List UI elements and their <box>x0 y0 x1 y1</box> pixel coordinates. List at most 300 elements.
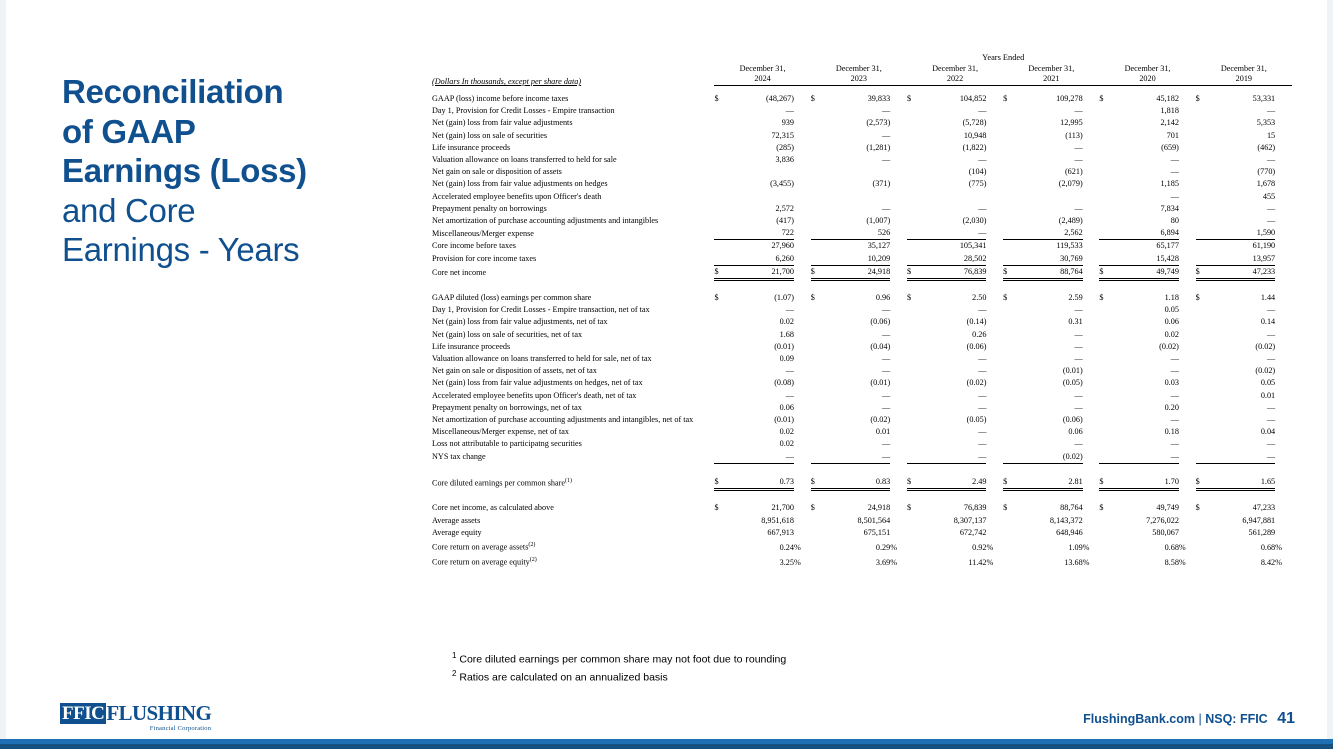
row-currency-symbol: $ <box>714 265 729 279</box>
row-value: 8,307,137 <box>953 515 987 525</box>
row-currency-symbol: $ <box>1099 265 1114 279</box>
financial-table <box>432 52 1292 569</box>
row-percent-symbol <box>986 353 1003 365</box>
row-value: 580,067 <box>1152 527 1179 537</box>
row-label: Net gain on sale or disposition of assets, net of tax <box>432 366 597 376</box>
row-currency-symbol <box>1196 527 1211 539</box>
row-currency-symbol <box>811 390 826 402</box>
row-currency-symbol <box>811 191 826 203</box>
row-percent-symbol <box>1179 215 1196 227</box>
row-percent-symbol <box>986 265 1003 279</box>
row-currency-symbol <box>1099 365 1114 377</box>
table-row <box>432 527 1292 539</box>
table-row <box>432 554 1292 569</box>
row-percent-symbol <box>794 451 811 464</box>
table-row <box>432 215 1292 227</box>
row-percent-symbol <box>794 130 811 142</box>
row-value: — <box>978 402 987 412</box>
row-currency-symbol <box>714 227 729 240</box>
row-value: — <box>1074 354 1083 364</box>
row-value: — <box>882 305 891 315</box>
row-currency-symbol <box>907 117 922 129</box>
row-value: (770) <box>1257 167 1276 177</box>
row-percent-symbol <box>986 377 1003 389</box>
row-currency-symbol <box>714 365 729 377</box>
row-label: Net amortization of purchase accounting adjustments and intangibles, net of tax <box>432 415 694 425</box>
row-value: — <box>825 451 890 464</box>
row-percent-symbol <box>1179 451 1196 464</box>
row-currency-symbol <box>1196 341 1211 353</box>
row-value: — <box>1074 390 1083 400</box>
row-currency-symbol <box>714 341 729 353</box>
row-label: Loss not attributable to participatng securities <box>432 439 582 449</box>
row-value: 0.96 <box>875 293 891 303</box>
row-currency-symbol <box>811 240 826 253</box>
row-currency-symbol <box>1099 329 1114 341</box>
row-percent-symbol <box>1275 240 1292 253</box>
row-currency-symbol <box>1099 554 1114 569</box>
row-currency-symbol <box>1099 316 1114 328</box>
row-percent-symbol: % <box>1082 542 1090 552</box>
row-percent-symbol <box>794 390 811 402</box>
row-percent-symbol <box>1275 426 1292 438</box>
row-value: 0.01 <box>1260 390 1276 400</box>
row-value: 6,894 <box>1114 227 1179 240</box>
bottom-accent-bar-inner <box>0 744 1333 749</box>
row-currency-symbol <box>811 154 826 166</box>
row-currency-symbol <box>811 215 826 227</box>
table-spacer-row <box>432 86 1292 93</box>
row-value: 0.06 <box>1068 427 1083 437</box>
row-currency-symbol: $ <box>1099 293 1104 303</box>
row-value: — <box>978 203 987 213</box>
row-value: 47,233 <box>1210 265 1275 279</box>
row-value: 7,276,022 <box>1146 515 1179 525</box>
row-currency-symbol <box>1196 390 1211 402</box>
slide-footer <box>1083 710 1295 728</box>
row-label-superscript: (2) <box>528 541 536 548</box>
row-percent-symbol <box>1083 438 1100 450</box>
row-percent-symbol <box>794 515 811 527</box>
table-row <box>432 178 1292 190</box>
row-percent-symbol <box>794 227 811 240</box>
row-percent-symbol <box>1083 166 1100 178</box>
column-header-2023: December 31, 2023 <box>811 64 907 86</box>
row-percent-symbol <box>890 329 907 341</box>
row-currency-symbol <box>1196 539 1211 554</box>
table-row <box>432 426 1292 438</box>
row-value: 3.25 <box>779 557 794 567</box>
row-value: — <box>785 106 794 116</box>
row-value: 8,143,372 <box>1049 515 1083 525</box>
row-percent-symbol <box>1275 191 1292 203</box>
row-value: (775) <box>968 179 987 189</box>
row-percent-symbol <box>1275 316 1292 328</box>
row-value: 80 <box>1170 216 1179 226</box>
row-percent-symbol <box>1275 227 1292 240</box>
row-percent-symbol <box>1275 515 1292 527</box>
row-currency-symbol <box>714 178 729 190</box>
row-currency-symbol <box>907 402 922 414</box>
row-value: 0.02 <box>779 427 794 437</box>
row-value: 119,533 <box>1056 241 1083 251</box>
row-currency-symbol <box>1003 438 1018 450</box>
row-value: — <box>922 227 987 240</box>
row-value: 2.59 <box>1068 293 1083 303</box>
row-currency-symbol <box>811 105 826 117</box>
row-percent-symbol <box>1275 365 1292 377</box>
row-currency-symbol <box>1099 240 1114 253</box>
row-currency-symbol <box>1196 240 1211 253</box>
row-value: — <box>1170 354 1179 364</box>
row-label: Miscellaneous/Merger expense, net of tax <box>432 427 569 437</box>
row-percent-symbol <box>986 240 1003 253</box>
row-currency-symbol <box>811 166 826 178</box>
row-value: 0.02 <box>779 439 794 449</box>
row-percent-symbol <box>986 515 1003 527</box>
row-value <box>729 191 794 203</box>
row-value: 2,142 <box>1160 118 1179 128</box>
row-currency-symbol <box>714 304 729 316</box>
row-currency-symbol <box>1099 377 1114 389</box>
logo-name: FLUSHING <box>106 701 212 725</box>
row-percent-symbol <box>1179 515 1196 527</box>
table-row <box>432 402 1292 414</box>
row-value: 8,501,564 <box>857 515 891 525</box>
table-row <box>432 304 1292 316</box>
row-currency-symbol <box>1196 426 1211 438</box>
row-percent-symbol <box>794 527 811 539</box>
row-percent-symbol: % <box>1178 542 1186 552</box>
row-currency-symbol <box>1196 117 1211 129</box>
row-currency-symbol <box>907 365 922 377</box>
row-percent-symbol <box>1275 215 1292 227</box>
row-value: 1,185 <box>1160 179 1179 189</box>
row-value: 2,572 <box>775 203 794 213</box>
row-value: 49,749 <box>1114 265 1179 279</box>
row-percent-symbol <box>986 292 1003 304</box>
row-label: Net gain on sale or disposition of assets <box>432 167 562 177</box>
table-row <box>432 142 1292 154</box>
row-percent-symbol <box>890 130 907 142</box>
row-label: Core diluted earnings per common share$^{(1)}$ <box>432 477 573 488</box>
row-percent-symbol <box>986 438 1003 450</box>
row-value: — <box>922 451 987 464</box>
row-percent-symbol <box>794 341 811 353</box>
row-percent-symbol <box>1083 117 1100 129</box>
row-percent-symbol <box>1179 502 1196 514</box>
row-currency-symbol <box>811 130 826 142</box>
row-value: — <box>1074 106 1083 116</box>
row-percent-symbol <box>794 377 811 389</box>
table-row <box>432 539 1292 554</box>
row-value: 6,947,881 <box>1242 515 1276 525</box>
row-currency-symbol <box>714 105 729 117</box>
row-value: 49,749 <box>1156 503 1179 513</box>
table-row <box>432 253 1292 266</box>
row-label: Net (gain) loss from fair value adjustments <box>432 118 573 128</box>
row-value: 15,428 <box>1114 253 1179 266</box>
row-currency-symbol <box>1099 117 1114 129</box>
row-percent-symbol <box>794 426 811 438</box>
row-value: 61,190 <box>1252 241 1276 251</box>
row-label: Core income before taxes <box>432 241 516 251</box>
table-row <box>432 154 1292 166</box>
row-currency-symbol <box>714 438 729 450</box>
row-currency-symbol <box>1003 554 1018 569</box>
row-label-superscript: (2) <box>529 556 537 563</box>
row-currency-symbol <box>1003 178 1018 190</box>
row-value: — <box>882 390 891 400</box>
row-currency-symbol: $ <box>1003 265 1018 279</box>
row-value: — <box>882 106 891 116</box>
row-percent-symbol <box>1083 191 1100 203</box>
row-percent-symbol <box>890 154 907 166</box>
row-value: 88,764 <box>1018 265 1083 279</box>
title-line-1: Reconciliation <box>62 73 284 110</box>
row-currency-symbol <box>811 414 826 426</box>
row-currency-symbol <box>1003 215 1018 227</box>
row-currency-symbol <box>714 390 729 402</box>
row-value: — <box>882 203 891 213</box>
row-percent-symbol <box>1275 377 1292 389</box>
row-currency-symbol <box>907 142 922 154</box>
row-value: 0.05 <box>1260 378 1276 388</box>
row-percent-symbol <box>1179 353 1196 365</box>
row-percent-symbol: % <box>1082 557 1090 567</box>
row-percent-symbol <box>1179 438 1196 450</box>
row-currency-symbol <box>1003 227 1018 240</box>
row-value: 455 <box>1262 191 1276 201</box>
row-currency-symbol <box>907 304 922 316</box>
row-currency-symbol <box>1196 191 1211 203</box>
row-percent-symbol <box>794 292 811 304</box>
row-currency-symbol <box>1196 253 1211 266</box>
footnote-2 <box>452 668 786 686</box>
row-currency-symbol <box>1003 191 1018 203</box>
row-currency-symbol: $ <box>1099 503 1104 513</box>
row-value: — <box>882 130 891 140</box>
row-currency-symbol: $ <box>907 265 922 279</box>
row-value: 10,948 <box>963 130 987 140</box>
row-currency-symbol <box>907 130 922 142</box>
row-percent-symbol: % <box>1275 542 1282 552</box>
row-currency-symbol <box>1003 142 1018 154</box>
row-label: Accelerated employee benefits upon Officer's death <box>432 191 602 201</box>
row-currency-symbol <box>1196 316 1211 328</box>
row-value: — <box>1266 354 1276 364</box>
row-percent-symbol: % <box>1178 557 1186 567</box>
row-value: 2.49 <box>922 475 987 490</box>
spacer-cell <box>432 463 1292 475</box>
row-currency-symbol <box>1099 341 1114 353</box>
row-currency-symbol <box>1099 166 1114 178</box>
row-currency-symbol <box>907 377 922 389</box>
table-row <box>432 438 1292 450</box>
row-currency-symbol <box>714 130 729 142</box>
row-percent-symbol <box>890 316 907 328</box>
row-value: 0.14 <box>1260 317 1276 327</box>
row-percent-symbol <box>1083 203 1100 215</box>
row-value: — <box>978 354 987 364</box>
row-currency-symbol <box>1196 227 1211 240</box>
row-percent-symbol <box>1275 414 1292 426</box>
row-value: 1.18 <box>1164 293 1179 303</box>
row-value: 0.68 <box>1260 542 1276 552</box>
row-value: — <box>1074 305 1083 315</box>
row-currency-symbol <box>907 191 922 203</box>
row-currency-symbol <box>1003 253 1018 266</box>
row-label: NYS tax change <box>432 452 486 462</box>
row-percent-symbol <box>794 166 811 178</box>
row-currency-symbol <box>1003 341 1018 353</box>
row-value: (2,030) <box>962 216 987 226</box>
row-value: — <box>1074 155 1083 165</box>
row-percent-symbol <box>1083 316 1100 328</box>
row-label: Day 1, Provision for Credit Losses - Empire transaction, net of tax <box>432 305 650 315</box>
row-percent-symbol <box>1083 414 1100 426</box>
row-percent-symbol <box>1083 402 1100 414</box>
row-value: (0.02) <box>1255 366 1276 376</box>
row-percent-symbol <box>794 142 811 154</box>
row-value: (621) <box>1064 167 1083 177</box>
row-currency-symbol <box>811 554 826 569</box>
title-line-4: and Core <box>62 191 196 229</box>
row-value: 24,918 <box>867 503 891 513</box>
row-currency-symbol <box>1003 377 1018 389</box>
row-value: — <box>1266 329 1276 339</box>
row-currency-symbol <box>714 215 729 227</box>
row-percent-symbol <box>890 117 907 129</box>
row-value: 526 <box>825 227 890 240</box>
row-percent-symbol <box>890 451 907 464</box>
row-currency-symbol <box>907 203 922 215</box>
row-value: (48,267) <box>766 94 794 103</box>
row-currency-symbol <box>1196 215 1211 227</box>
row-percent-symbol <box>794 215 811 227</box>
row-percent-symbol <box>1179 166 1196 178</box>
row-percent-symbol <box>1179 178 1196 190</box>
row-percent-symbol <box>794 203 811 215</box>
row-percent-symbol <box>794 191 811 203</box>
row-currency-symbol <box>1003 426 1018 438</box>
row-value: 0.83 <box>825 475 890 490</box>
row-currency-symbol <box>907 178 922 190</box>
footnote-1-marker: 1 <box>452 651 457 660</box>
row-currency-symbol <box>714 451 729 464</box>
row-value: (104) <box>968 167 987 177</box>
row-label: Provision for core income taxes <box>432 254 537 264</box>
row-value: 2.50 <box>972 293 987 303</box>
row-label: GAAP (loss) income before income taxes <box>432 94 569 103</box>
row-currency-symbol: $ <box>1003 475 1018 490</box>
row-currency-symbol <box>714 240 729 253</box>
row-currency-symbol <box>1196 451 1211 464</box>
table-row <box>432 316 1292 328</box>
row-currency-symbol <box>811 227 826 240</box>
row-percent-symbol <box>890 178 907 190</box>
table-row <box>432 117 1292 129</box>
row-currency-symbol <box>1003 117 1018 129</box>
row-percent-symbol <box>1179 227 1196 240</box>
row-value: 1,678 <box>1256 179 1276 189</box>
column-header-2021: December 31, 2021 <box>1003 64 1099 86</box>
table-row <box>432 130 1292 142</box>
row-currency-symbol <box>1099 402 1114 414</box>
row-percent-symbol <box>1275 329 1292 341</box>
row-currency-symbol <box>1196 178 1211 190</box>
row-currency-symbol <box>1003 154 1018 166</box>
row-currency-symbol <box>907 316 922 328</box>
row-value: (0.04) <box>870 341 891 351</box>
row-value: (0.06) <box>870 317 891 327</box>
row-percent-symbol <box>890 304 907 316</box>
row-percent-symbol <box>1179 390 1196 402</box>
row-value: 667,913 <box>767 527 794 537</box>
row-value: 0.31 <box>1068 317 1083 327</box>
row-value: 13.68 <box>1064 557 1083 567</box>
row-percent-symbol <box>1083 105 1100 117</box>
row-currency-symbol: $ <box>1099 94 1104 103</box>
row-percent-symbol <box>890 191 907 203</box>
row-currency-symbol <box>714 117 729 129</box>
row-percent-symbol <box>890 438 907 450</box>
row-value: — <box>978 390 987 400</box>
page-number: 41 <box>1277 710 1295 727</box>
row-label: Day 1, Provision for Credit Losses - Empire transaction <box>432 106 615 116</box>
row-percent-symbol <box>1179 426 1196 438</box>
row-currency-symbol <box>1196 402 1211 414</box>
row-percent-symbol <box>1083 240 1100 253</box>
row-currency-symbol: $ <box>811 265 826 279</box>
row-label: Miscellaneous/Merger expense <box>432 228 534 238</box>
row-value: 21,700 <box>729 265 794 279</box>
table-group-header-row <box>432 52 1292 64</box>
row-percent-symbol <box>794 329 811 341</box>
row-currency-symbol: $ <box>810 94 815 103</box>
row-currency-symbol <box>1196 438 1211 450</box>
row-percent-symbol <box>986 191 1003 203</box>
row-label: Average equity <box>432 527 482 537</box>
row-value: 15 <box>1266 130 1276 140</box>
row-percent-symbol <box>890 105 907 117</box>
logo-subtitle: Financial Corporation <box>149 725 212 732</box>
row-currency-symbol <box>907 227 922 240</box>
row-value: (659) <box>1161 142 1179 152</box>
row-percent-symbol <box>1179 402 1196 414</box>
row-percent-symbol <box>794 402 811 414</box>
row-currency-symbol <box>1099 191 1114 203</box>
row-value: — <box>1114 451 1179 464</box>
row-value: — <box>1266 305 1276 315</box>
right-edge-accent <box>1327 0 1333 749</box>
row-value: 8.42 <box>1260 557 1276 567</box>
row-currency-symbol <box>811 426 826 438</box>
row-value: (2,573) <box>866 118 891 128</box>
row-value: 105,341 <box>959 241 987 251</box>
row-percent-symbol <box>1275 154 1292 166</box>
row-percent-symbol <box>1179 130 1196 142</box>
row-currency-symbol <box>907 154 922 166</box>
row-value: 35,127 <box>867 241 891 251</box>
table-row <box>432 377 1292 389</box>
row-currency-symbol: $ <box>1196 265 1211 279</box>
row-percent-symbol <box>1083 304 1100 316</box>
row-value: (0.01) <box>1062 366 1083 376</box>
table-spacer-row <box>432 463 1292 475</box>
row-value: (0.08) <box>774 378 794 388</box>
row-currency-symbol <box>1196 554 1211 569</box>
